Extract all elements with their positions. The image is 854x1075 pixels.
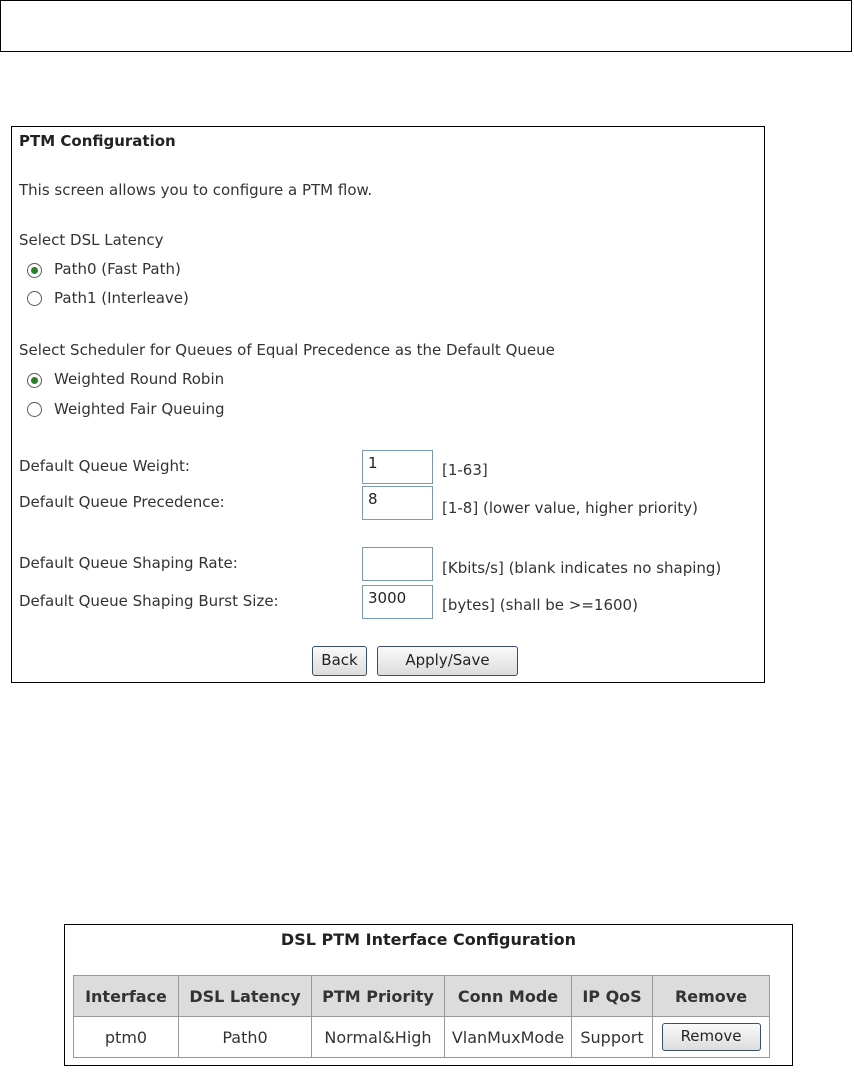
shaping-rate-input[interactable] <box>362 547 433 581</box>
cell-conn-mode: VlanMuxMode <box>445 1017 572 1058</box>
latency-path0-label: Path0 (Fast Path) <box>54 260 181 278</box>
shaping-rate-label: Default Queue Shaping Rate: <box>19 554 238 572</box>
scheduler-wfq-label: Weighted Fair Queuing <box>54 400 225 418</box>
table-row <box>74 1017 770 1058</box>
latency-path0-radio[interactable] <box>27 263 42 278</box>
burst-size-input[interactable]: 3000 <box>362 585 433 619</box>
queue-precedence-input[interactable]: 8 <box>362 486 433 520</box>
latency-path1-label: Path1 (Interleave) <box>54 289 189 307</box>
ptm-configuration-panel <box>11 126 765 683</box>
cell-remove <box>653 1017 770 1058</box>
column-header-ip-qos: IP QoS <box>572 976 653 1017</box>
column-header-conn-mode: Conn Mode <box>445 976 572 1017</box>
scheduler-label: Select Scheduler for Queues of Equal Precedence as the Default Queue <box>19 341 555 359</box>
queue-precedence-hint: [1-8] (lower value, higher priority) <box>442 499 698 517</box>
latency-label: Select DSL Latency <box>19 231 164 249</box>
back-button[interactable]: Back <box>312 646 367 676</box>
latency-path1-radio[interactable] <box>27 291 42 306</box>
scheduler-wfq-radio[interactable] <box>27 402 42 417</box>
cell-dsl-latency: Path0 <box>179 1017 312 1058</box>
burst-size-hint: [bytes] (shall be >=1600) <box>442 596 638 614</box>
interface-table-panel <box>64 924 793 1066</box>
cell-ptm-priority: Normal&High <box>312 1017 445 1058</box>
column-header-ptm-priority: PTM Priority <box>312 976 445 1017</box>
scheduler-wrr-radio[interactable] <box>27 373 42 388</box>
table-header-row <box>74 976 770 1017</box>
queue-weight-hint: [1-63] <box>442 461 488 479</box>
column-header-remove: Remove <box>653 976 770 1017</box>
intro-text: This screen allows you to configure a PTM flow. <box>19 181 373 199</box>
queue-weight-label: Default Queue Weight: <box>19 457 190 475</box>
queue-precedence-label: Default Queue Precedence: <box>19 493 225 511</box>
interface-table-title: DSL PTM Interface Configuration <box>280 930 577 949</box>
cell-ip-qos: Support <box>572 1017 653 1058</box>
cell-interface: ptm0 <box>74 1017 179 1058</box>
column-header-interface: Interface <box>74 976 179 1017</box>
shaping-rate-hint: [Kbits/s] (blank indicates no shaping) <box>442 559 722 577</box>
remove-button[interactable]: Remove <box>662 1023 761 1051</box>
column-header-dsl-latency: DSL Latency <box>179 976 312 1017</box>
page-title: PTM Configuration <box>19 132 176 150</box>
scheduler-wrr-label: Weighted Round Robin <box>54 370 225 388</box>
interface-table <box>73 975 770 1058</box>
apply-save-button[interactable]: Apply/Save <box>377 646 518 676</box>
top-frame <box>0 0 852 52</box>
queue-weight-input[interactable]: 1 <box>362 450 433 484</box>
burst-size-label: Default Queue Shaping Burst Size: <box>19 592 279 610</box>
